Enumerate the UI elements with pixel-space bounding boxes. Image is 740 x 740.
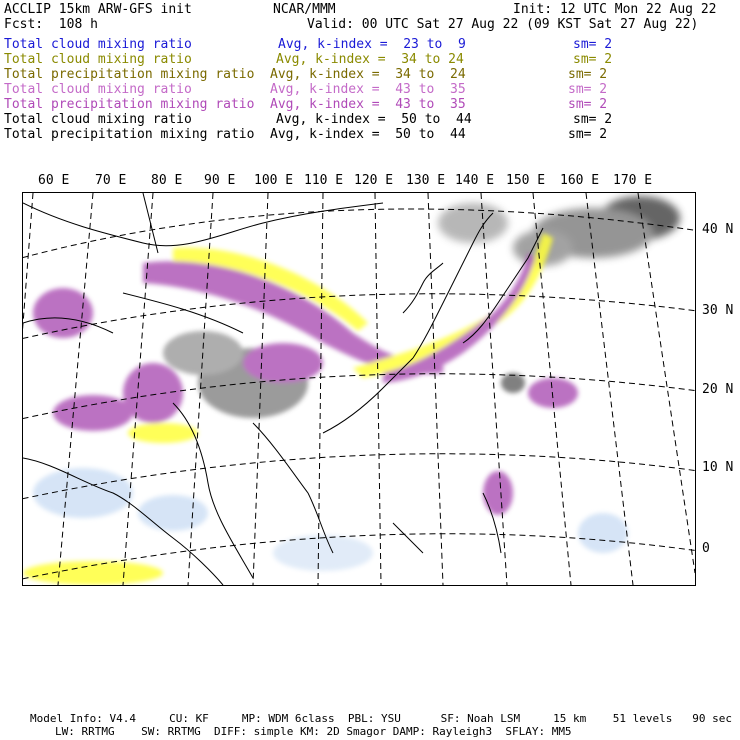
field-smoothing: sm= 2: [568, 97, 608, 112]
shade-lightblue: [273, 535, 373, 571]
longitude-label: 170 E: [613, 173, 653, 188]
init-time: Init: 12 UTC Mon 22 Aug 22: [513, 2, 717, 17]
latitude-label: 40 N: [702, 222, 734, 237]
shade-purple: [243, 343, 323, 383]
shade-purple: [53, 395, 133, 431]
longitude-label: 130 E: [406, 173, 446, 188]
field-avg-range: Avg, k-index = 50 to 44: [276, 112, 472, 127]
footer-model-info: Model Info: V4.4 CU: KF MP: WDM 6class PBL: YSU SF: Noah LSM 15 km 51 levels 90 sec: [30, 712, 732, 725]
latitude-label: 0: [702, 541, 710, 556]
longitude-label: 60 E: [38, 173, 70, 188]
longitude-label: 70 E: [95, 173, 127, 188]
shade-lightblue: [578, 513, 628, 553]
shade-lightblue: [33, 468, 133, 518]
longitude-label: 80 E: [151, 173, 183, 188]
field-avg-range: Avg, k-index = 43 to 35: [270, 97, 466, 112]
field-name: Total precipitation mixing ratio: [4, 97, 255, 112]
title-left: ACCLIP 15km ARW-GFS init: [4, 2, 192, 17]
field-avg-range: Avg, k-index = 34 to 24: [270, 67, 466, 82]
field-name: Total cloud mixing ratio: [4, 52, 192, 67]
field-avg-range: Avg, k-index = 23 to 9: [278, 37, 466, 52]
shade-purple: [483, 471, 513, 515]
field-avg-range: Avg, k-index = 50 to 44: [270, 127, 466, 142]
shading-layer: [23, 196, 680, 585]
field-avg-range: Avg, k-index = 43 to 35: [270, 82, 466, 97]
map-panel: [22, 192, 696, 586]
longitude-label: 160 E: [560, 173, 600, 188]
longitude-label: 100 E: [254, 173, 294, 188]
footer-physics-info: LW: RRTMG SW: RRTMG DIFF: simple KM: 2D Smagor DAMP: Rayleigh3 SFLAY: MM5: [55, 725, 572, 738]
field-smoothing: sm= 2: [568, 82, 608, 97]
field-name: Total precipitation mixing ratio: [4, 67, 255, 82]
field-name: Total cloud mixing ratio: [4, 37, 192, 52]
title-center: NCAR/MMM: [273, 2, 336, 17]
field-smoothing: sm= 2: [573, 37, 613, 52]
forecast-hour: Fcst: 108 h: [4, 17, 98, 32]
field-name: Total cloud mixing ratio: [4, 112, 192, 127]
field-avg-range: Avg, k-index = 34 to 24: [276, 52, 464, 67]
valid-time: Valid: 00 UTC Sat 27 Aug 22 (09 KST Sat 27 Aug 22): [307, 17, 699, 32]
latitude-label: 10 N: [702, 460, 734, 475]
longitude-label: 150 E: [506, 173, 546, 188]
field-smoothing: sm= 2: [568, 67, 608, 82]
field-smoothing: sm= 2: [573, 52, 613, 67]
field-smoothing: sm= 2: [573, 112, 613, 127]
field-smoothing: sm= 2: [568, 127, 608, 142]
longitude-label: 110 E: [304, 173, 344, 188]
shade-lightblue: [138, 495, 208, 531]
longitude-label: 90 E: [204, 173, 236, 188]
map-canvas: [23, 193, 695, 585]
shade-yellow: [128, 423, 198, 443]
latitude-label: 30 N: [702, 303, 734, 318]
field-name: Total precipitation mixing ratio: [4, 127, 255, 142]
longitude-label: 120 E: [354, 173, 394, 188]
shade-yellow: [23, 561, 163, 585]
field-name: Total cloud mixing ratio: [4, 82, 192, 97]
latitude-label: 20 N: [702, 382, 734, 397]
longitude-label: 140 E: [455, 173, 495, 188]
